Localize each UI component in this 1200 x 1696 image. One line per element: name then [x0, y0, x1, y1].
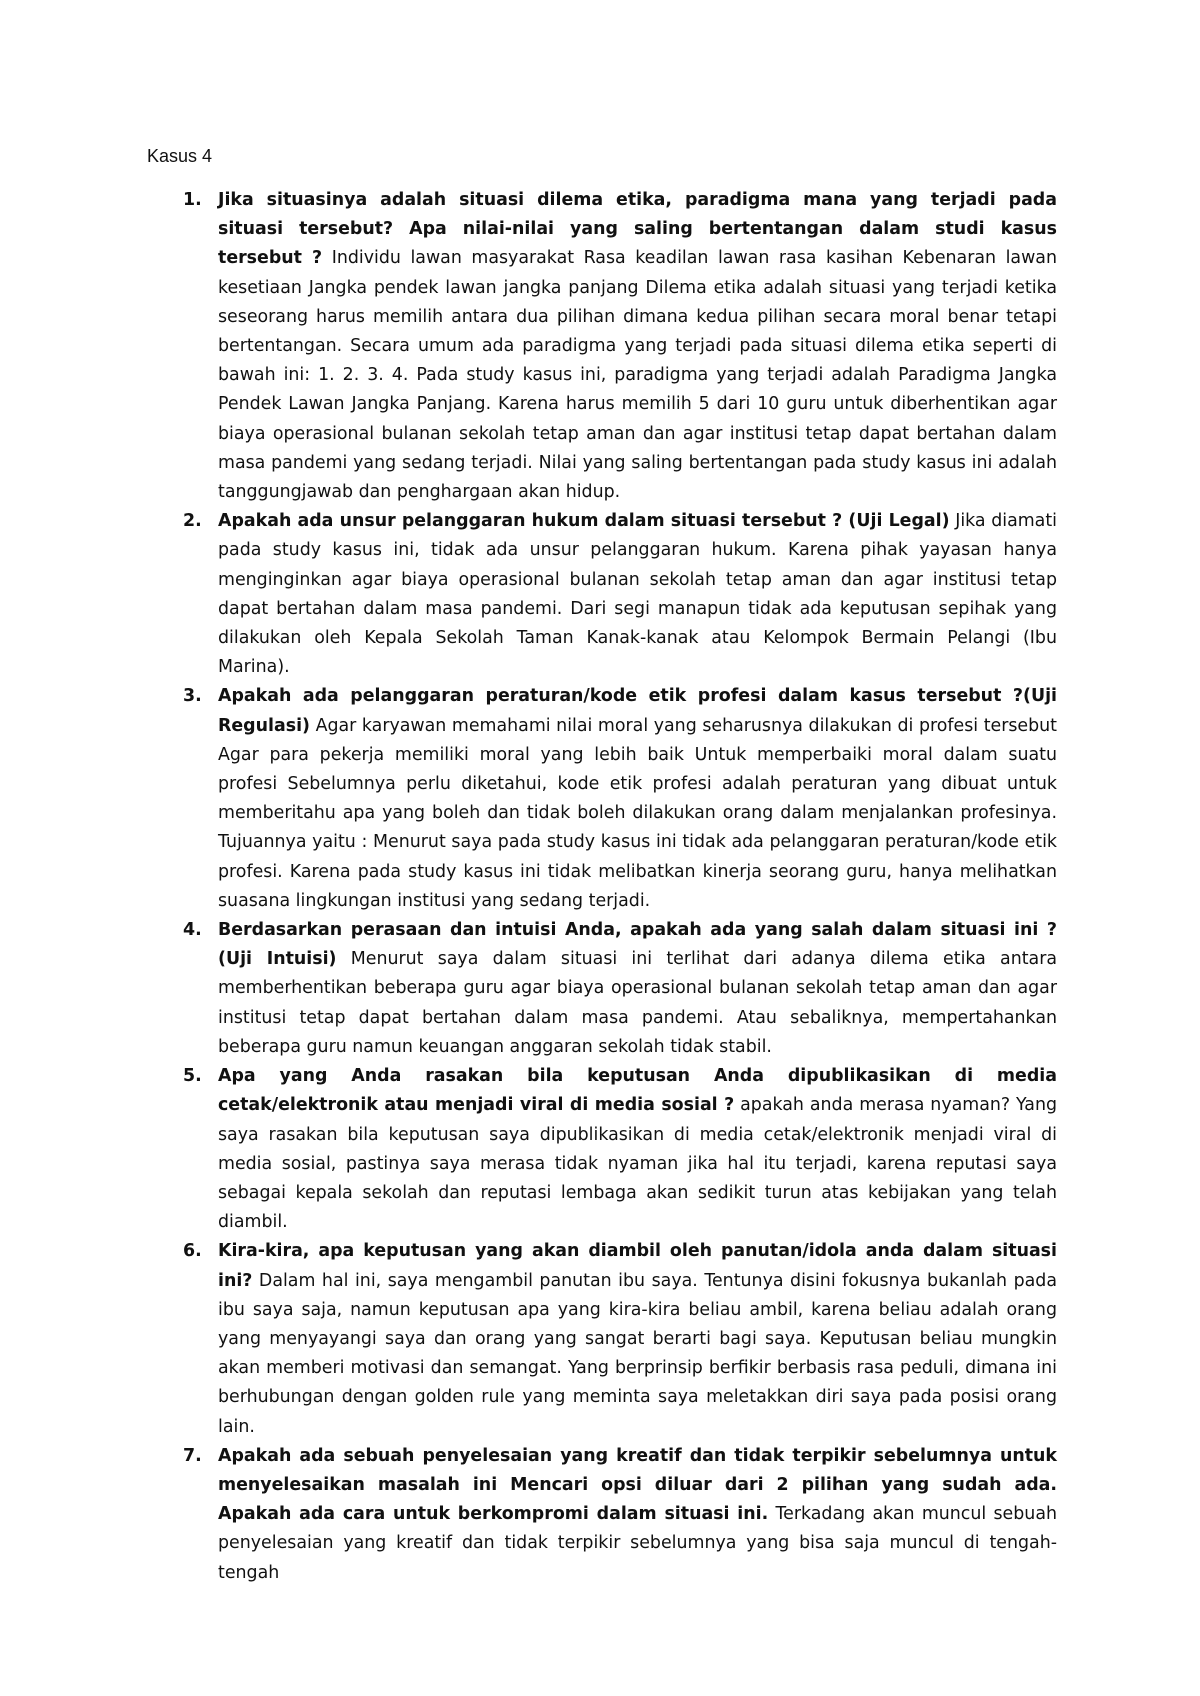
- item-number: 6.: [183, 1241, 202, 1262]
- item-number: 1.: [183, 190, 202, 210]
- question-text: Apakah ada sebuah penyelesaian yang kreatif dan tidak terpikir sebelumnya untuk menyelesaikan masalah ini Mencari opsi diluar dari 2 pilihan yang sudah ada. Apakah ada cara untuk berkompromi dalam situasi ini.: [218, 1445, 1057, 1525]
- answer-text: Terkadang akan muncul sebuah penyelesaian yang kreatif dan tidak terpikir sebelumnya yang bisa saja muncul di tengah-tengah: [218, 1504, 1057, 1583]
- answer-text: Dalam hal ini, saya mengambil panutan ibu saya. Tentunya disini fokusnya bukanlah pada ibu saya saja, namun keputusan apa yang kira-kira beliau ambil, karena beliau adalah orang yang menyayangi saya dan orang yang sangat berarti bagi saya. Keputusan beliau mungkin akan memberi motivasi dan semangat. Yang berprinsip berfikir berbasis rasa peduli, dimana ini berhubungan dengan golden rule yang meminta saya meletakkan diri saya pada posisi orang lain.: [218, 1270, 1057, 1437]
- answer-text: Jika diamati pada study kasus ini, tidak ada unsur pelanggaran hukum. Karena pihak yayasan hanya menginginkan agar biaya operasional bulanan sekolah tetap aman dan agar institusi tetap dapat bertahan dalam masa pandemi. Dari segi manapun tidak ada keputusan sepihak yang dilakukan oleh Kepala Sekolah Taman Kanak-kanak atau Kelompok Bermain Pelangi (Ibu Marina).: [218, 511, 1057, 678]
- item-number: 2.: [183, 511, 202, 532]
- question-text: Berdasarkan perasaan dan intuisi Anda, apakah ada yang salah dalam situasi ini ? (Uji Intuisi): [218, 920, 1057, 970]
- question-text: Apakah ada pelanggaran peraturan/kode etik profesi dalam kasus tersebut ?(Uji Regulasi): [218, 686, 1057, 736]
- answer-text: apakah anda merasa nyaman? Yang saya rasakan bila keputusan saya dipublikasikan di media cetak/elektronik menjadi viral di media sosial, pastinya saya merasa tidak nyaman jika hal itu terjadi, karena reputasi saya sebagai kepala sekolah dan reputasi lembaga akan sedikit turun atas kebijakan yang telah diambil.: [218, 1095, 1058, 1233]
- list-item: [147, 186, 1057, 507]
- item-number: 5.: [183, 1066, 202, 1087]
- answer-text: Menurut saya dalam situasi ini terlihat dari adanya dilema etika antara memberhentikan beberapa guru agar biaya operasional bulanan sekolah tetap aman dan agar institusi tetap dapat bertahan dalam masa pandemi. Atau sebaliknya, mempertahankan beberapa guru namun keuangan anggaran sekolah tidak stabil.: [218, 949, 1058, 1057]
- item-number: 3.: [183, 686, 202, 707]
- list-item: [147, 682, 1057, 916]
- item-number: 7.: [183, 1445, 202, 1466]
- answer-text: Individu lawan masyarakat Rasa keadilan lawan rasa kasihan Kebenaran lawan kesetiaan Jangka pendek lawan jangka panjang Dilema etika adalah situasi yang terjadi ketika seseorang harus memilih antara dua pilihan dimana kedua pilihan secara moral benar tetapi bertentangan. Secara umum ada paradigma yang terjadi pada situasi dilema etika seperti di bawah ini: 1. 2. 3. 4. Pada study kasus ini, paradigma yang terjadi adalah Paradigma Jangka Pendek Lawan Jangka Panjang. Karena harus memilih 5 dari 10 guru untuk diberhentikan agar biaya operasional bulanan sekolah tetap aman dan agar institusi tetap dapat bertahan dalam masa pandemi yang sedang terjadi. Nilai yang saling bertentangan pada study kasus ini adalah tanggungjawab dan penghargaan akan hidup.: [218, 248, 1057, 503]
- question-list: [147, 186, 1057, 1588]
- document-title: Kasus 4: [147, 146, 213, 166]
- question-text: Jika situasinya adalah situasi dilema etika, paradigma mana yang terjadi pada situasi tersebut? Apa nilai-nilai yang saling bertentangan dalam studi kasus tersebut ?: [218, 190, 1057, 269]
- list-item: [147, 1442, 1057, 1588]
- list-item: [147, 507, 1057, 682]
- list-item: [147, 1062, 1057, 1237]
- list-item: [147, 1237, 1057, 1441]
- answer-text: Agar karyawan memahami nilai moral yang seharusnya dilakukan di profesi tersebut Agar para pekerja memiliki moral yang lebih baik Untuk memperbaiki moral dalam suatu profesi Sebelumnya perlu diketahui, kode etik profesi adalah peraturan yang dibuat untuk memberitahu apa yang boleh dan tidak boleh dilakukan orang dalam menjalankan profesinya. Tujuannya yaitu : Menurut saya pada study kasus ini tidak ada pelanggaran peraturan/kode etik profesi. Karena pada study kasus ini tidak melibatkan kinerja seorang guru, hanya melihatkan suasana lingkungan institusi yang sedang terjadi.: [218, 715, 1057, 911]
- list-item: [147, 916, 1057, 1062]
- question-text: Apakah ada unsur pelanggaran hukum dalam situasi tersebut ? (Uji Legal): [218, 511, 950, 532]
- question-text: Kira-kira, apa keputusan yang akan diambil oleh panutan/idola anda dalam situasi ini?: [218, 1241, 1057, 1291]
- question-text: Apa yang Anda rasakan bila keputusan Anda dipublikasikan di media cetak/elektronik atau menjadi viral di media sosial ?: [218, 1066, 1057, 1116]
- item-number: 4.: [183, 920, 202, 941]
